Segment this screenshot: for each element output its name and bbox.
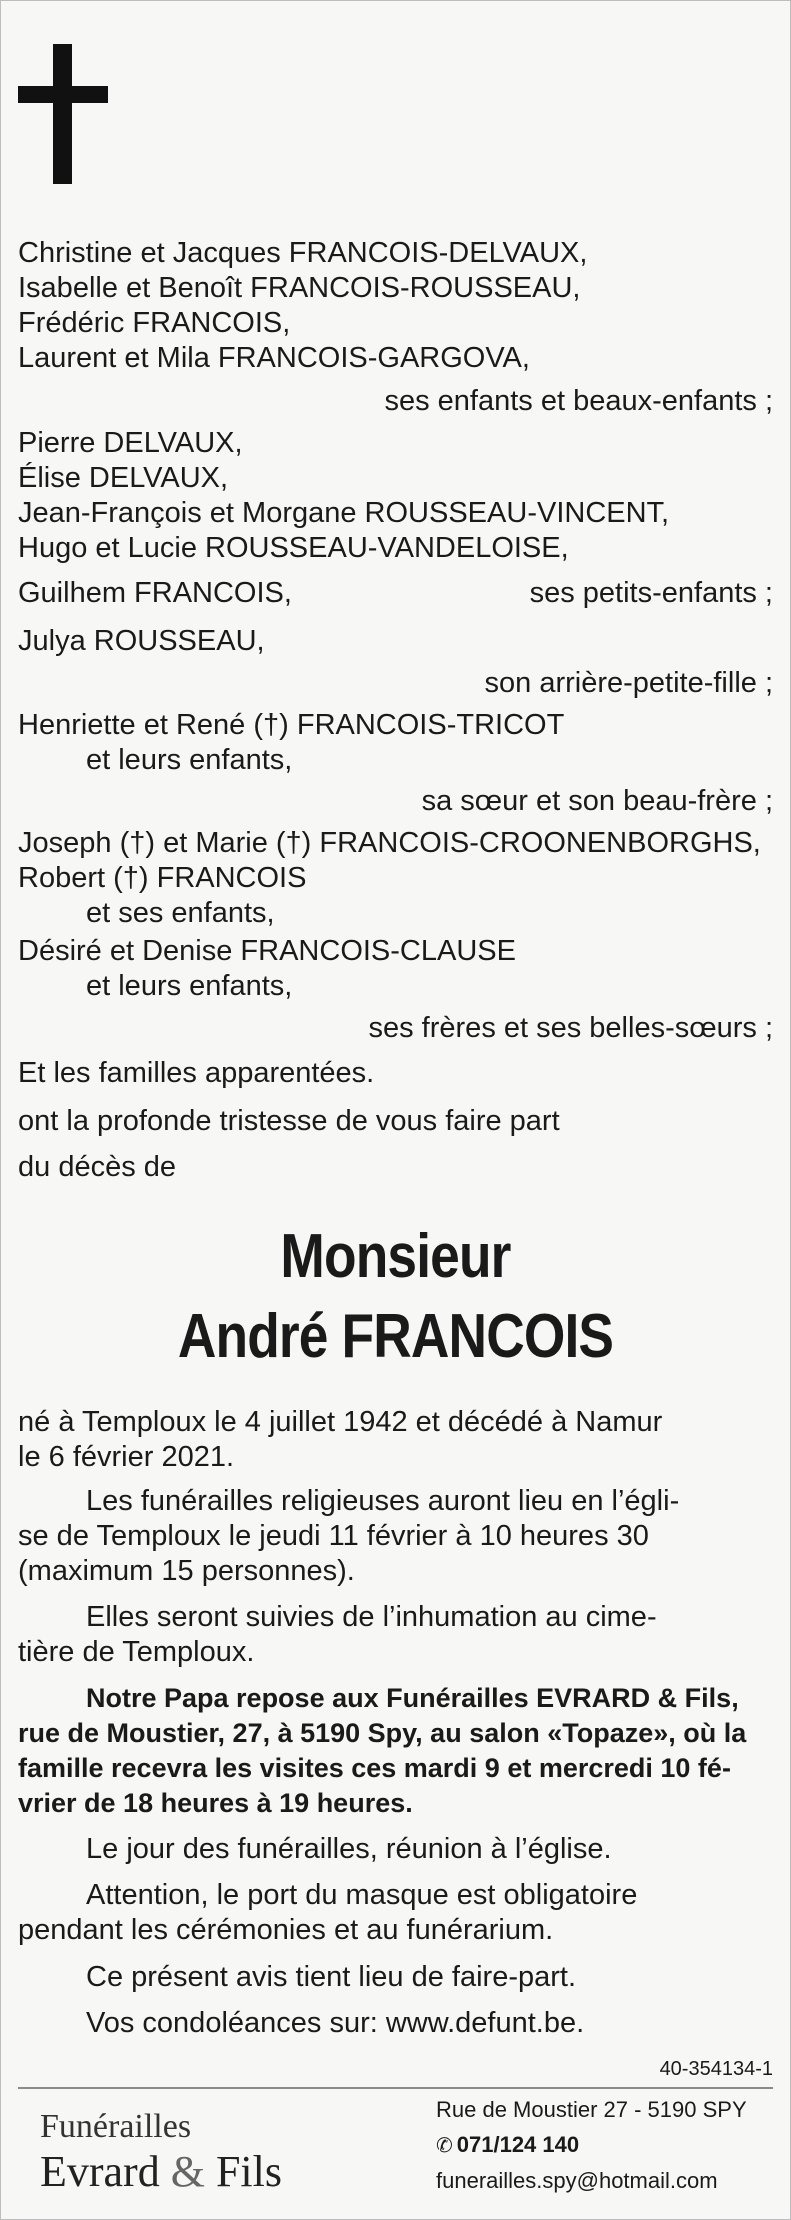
detail-line: tière de Temploux. [18,1636,255,1668]
email: funerailles.spy@hotmail.com [436,2168,718,2193]
deceased-title: Monsieur [280,1222,511,1291]
deceased-name: André FRANCOIS [177,1302,614,1371]
visit-line: vrier de 18 heures à 19 heures. [18,1788,413,1818]
detail-line: Les funérailles religieuses auront lieu en l’égli- [86,1485,680,1517]
address: Rue de Moustier 27 - 5190 SPY [436,2097,747,2122]
family-line: Pierre DELVAUX, [18,427,243,459]
detail-line: Le jour des funérailles, réunion à l’église. [86,1833,612,1865]
family-line: Élise DELVAUX, [18,462,229,494]
family-name: Guilhem FRANCOIS, [18,577,292,609]
family-role: ses frères et ses belles-sœurs ; [368,1012,773,1044]
logo-line-2 [40,2146,282,2197]
family-line: et leurs enfants, [86,970,293,1002]
detail-line: (maximum 15 personnes). [18,1555,355,1587]
family-line: Isabelle et Benoît FRANCOIS-ROUSSEAU, [18,272,581,304]
family-line: Julya ROUSSEAU, [18,625,265,657]
family-role: ses petits-enfants ; [529,577,773,609]
logo-word: Evrard [40,2147,160,2196]
family-role: sa sœur et son beau-frère ; [421,785,773,817]
family-line: Henriette et René (†) FRANCOIS-TRICOT [18,709,565,741]
family-line-with-role [18,576,773,611]
phone-line [436,2132,579,2158]
phone-number: 071/124 140 [456,2132,580,2157]
family-role: ses enfants et beaux-enfants ; [384,385,773,417]
family-role: son arrière-petite-fille ; [484,667,773,699]
detail-line: Elles seront suivies de l’inhumation au cime- [86,1601,657,1633]
logo-line-1: Funérailles [40,2108,192,2145]
detail-line: pendant les cérémonies et au funérarium. [18,1914,554,1946]
visit-line: famille recevra les visites ces mardi 9 et mercredi 10 fé- [18,1753,731,1783]
family-line: Frédéric FRANCOIS, [18,307,291,339]
family-line: Christine et Jacques FRANCOIS-DELVAUX, [18,237,588,269]
detail-line: Ce présent avis tient lieu de faire-part. [86,1961,577,1993]
detail-line: se de Temploux le jeudi 11 février à 10 heures 30 [18,1520,649,1552]
detail-line: le 6 février 2021. [18,1441,235,1473]
family-line: et leurs enfants, [86,744,293,776]
footer-divider [18,2087,773,2089]
visit-line: rue de Moustier, 27, à 5190 Spy, au salon «Topaze», où la [18,1718,747,1748]
logo-ampersand: & [170,2147,205,2196]
cross-icon [18,44,108,184]
announce-line: ont la profonde tristesse de vous faire part [18,1105,560,1137]
family-line: Et les familles apparentées. [18,1057,375,1089]
family-line: Laurent et Mila FRANCOIS-GARGOVA, [18,342,530,374]
family-line: et ses enfants, [86,897,275,929]
condolences-line: Vos condoléances sur: www.defunt.be. [86,2007,585,2039]
family-line: Robert (†) FRANCOIS [18,862,307,894]
family-line: Joseph (†) et Marie (†) FRANCOIS-CROONENBORGHS, [18,827,761,859]
visit-line: Notre Papa repose aux Funérailles EVRARD & Fils, [86,1683,739,1713]
detail-line: né à Temploux le 4 juillet 1942 et décédé à Namur [18,1406,663,1438]
family-line: Jean-François et Morgane ROUSSEAU-VINCENT, [18,497,670,529]
family-line: Hugo et Lucie ROUSSEAU-VANDELOISE, [18,532,569,564]
family-line: Désiré et Denise FRANCOIS-CLAUSE [18,935,516,967]
logo-word: Fils [215,2147,282,2196]
phone-circle-icon: ✆ [436,2135,453,2157]
announce-line: du décès de [18,1151,177,1183]
reference-number: 40-354134-1 [659,2058,773,2080]
detail-line: Attention, le port du masque est obligatoire [86,1879,638,1911]
